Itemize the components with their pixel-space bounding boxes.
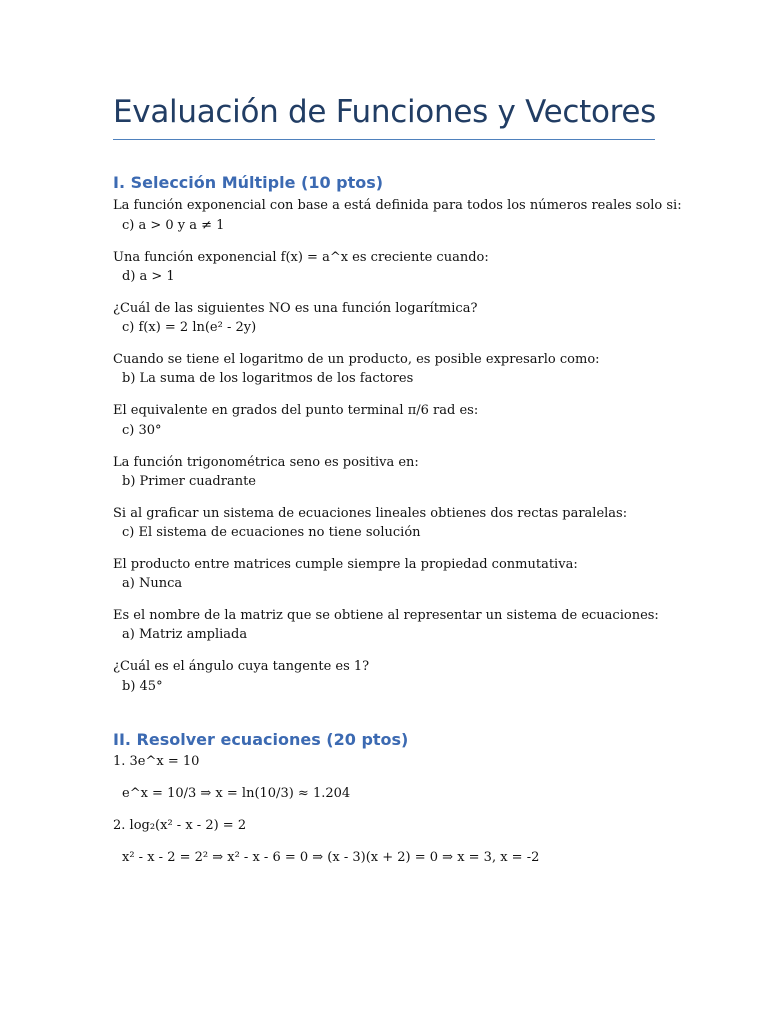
question-10: ¿Cuál es el ángulo cuya tangente es 1? (113, 659, 370, 674)
answer-6: b) Primer cuadrante (122, 474, 256, 489)
answer-5: c) 30° (122, 423, 162, 438)
section-heading-multiple-choice: I. Selección Múltiple (10 ptos) (113, 173, 384, 192)
question-8: El producto entre matrices cumple siempre la propiedad conmutativa: (113, 557, 578, 572)
question-7: Si al graficar un sistema de ecuaciones lineales obtienes dos rectas paralelas: (113, 506, 628, 521)
answer-4: b) La suma de los logaritmos de los factores (122, 371, 414, 386)
answer-1: c) a > 0 y a ≠ 1 (122, 218, 225, 233)
answer-7: c) El sistema de ecuaciones no tiene solución (122, 525, 421, 540)
answer-9: a) Matriz ampliada (122, 627, 248, 642)
question-5: El equivalente en grados del punto terminal π/6 rad es: (113, 403, 479, 418)
question-6: La función trigonométrica seno es positiva en: (113, 455, 419, 470)
answer-3: c) f(x) = 2 ln(e² - 2y) (122, 320, 257, 335)
answer-2: d) a > 1 (122, 269, 175, 284)
question-2: Una función exponencial f(x) = a^x es creciente cuando: (113, 250, 489, 265)
question-3: ¿Cuál de las siguientes NO es una función logarítmica? (113, 301, 478, 316)
equation-1: 1. 3e^x = 10 (113, 754, 200, 769)
question-4: Cuando se tiene el logaritmo de un producto, es posible expresarlo como: (113, 352, 600, 367)
answer-8: a) Nunca (122, 576, 183, 591)
document-title: Evaluación de Funciones y Vectores (113, 94, 657, 130)
question-1: La función exponencial con base a está definida para todos los números reales solo si: (113, 198, 682, 213)
title-underline (113, 139, 655, 140)
equation-2: 2. log₂(x² - x - 2) = 2 (113, 818, 247, 833)
answer-10: b) 45° (122, 679, 163, 694)
equation-2-solution: x² - x - 2 = 2² ⇒ x² - x - 6 = 0 ⇒ (x - 3)(x + 2) = 0 ⇒ x = 3, x = -2 (122, 850, 540, 865)
equation-1-solution: e^x = 10/3 ⇒ x = ln(10/3) ≈ 1.204 (122, 786, 351, 801)
section-heading-equations: II. Resolver ecuaciones (20 ptos) (113, 730, 409, 749)
question-9: Es el nombre de la matriz que se obtiene al representar un sistema de ecuaciones: (113, 608, 659, 623)
